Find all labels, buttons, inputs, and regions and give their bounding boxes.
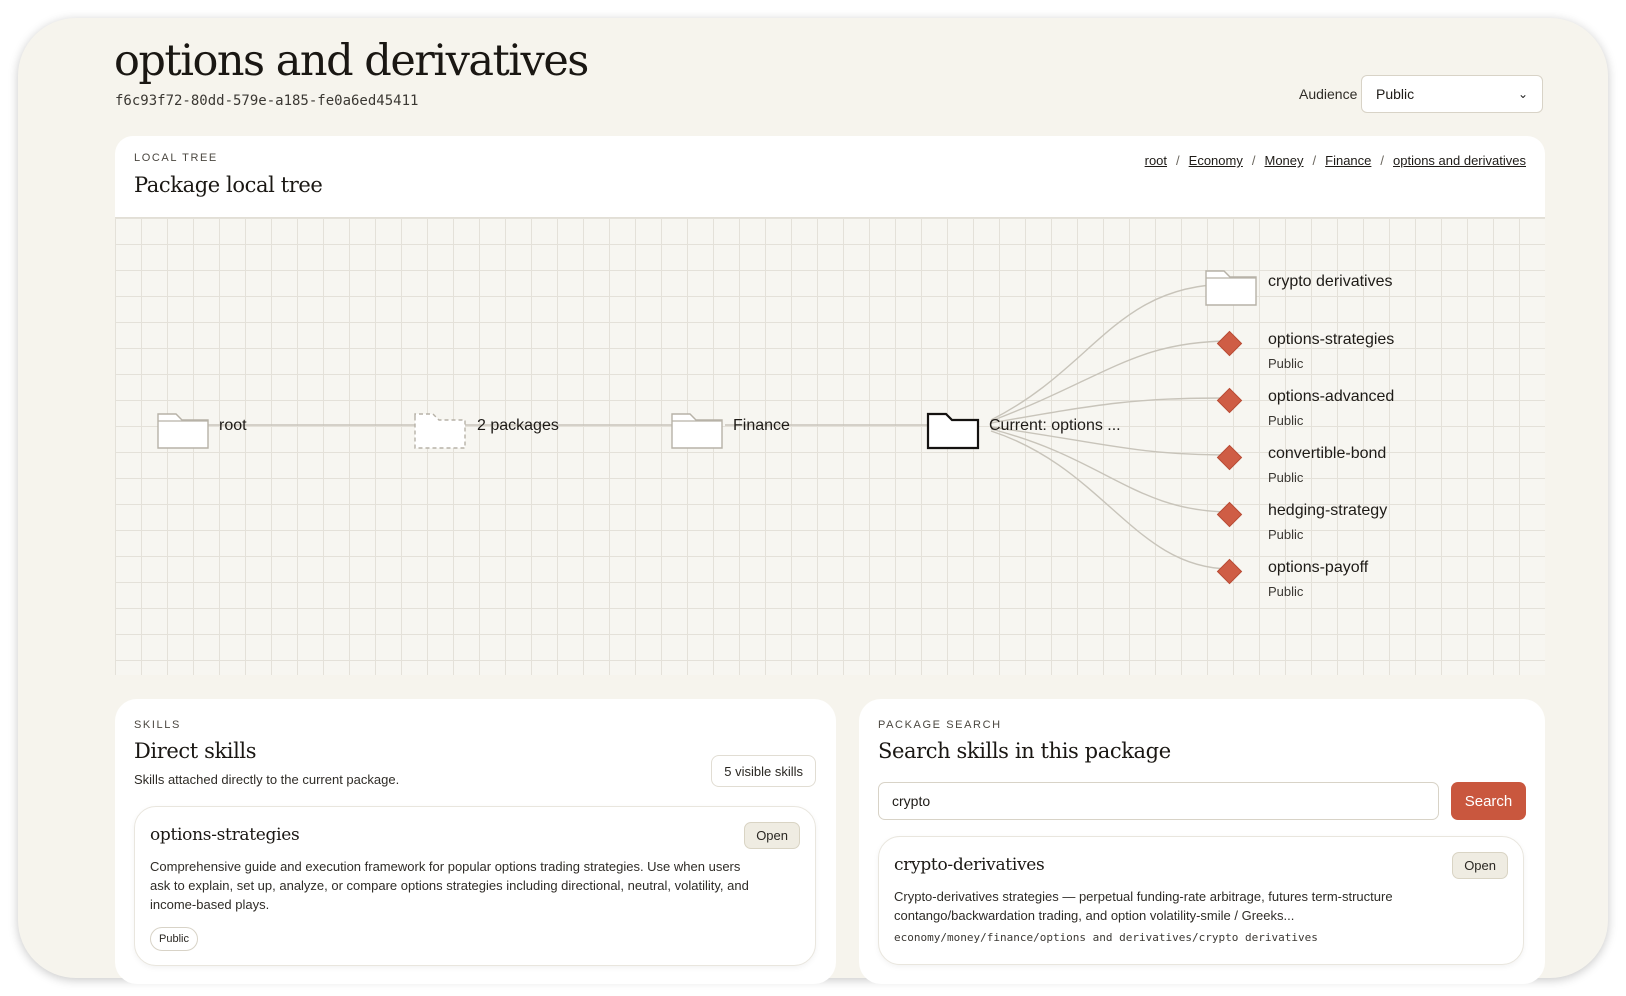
- skill-node-label: options-advanced: [1268, 388, 1395, 405]
- skill-open-button[interactable]: Open: [744, 822, 800, 849]
- breadcrumb-separator: /: [1176, 153, 1180, 168]
- skill-node-options-payoff[interactable]: [1217, 559, 1368, 599]
- skill-node-hedging-strategy[interactable]: [1217, 502, 1387, 542]
- package-search-card: [859, 699, 1545, 984]
- folder-icon: [158, 414, 208, 448]
- edge-current-crypto: [991, 284, 1231, 420]
- diamond-icon: [1217, 559, 1241, 583]
- edge-current-options-payoff: [991, 431, 1231, 569]
- diamond-icon: [1217, 388, 1241, 412]
- path-node-label: root: [219, 417, 247, 434]
- tree-canvas[interactable]: [115, 217, 1545, 675]
- visible-skills-count: 5 visible skills: [711, 755, 816, 787]
- result-path: economy/money/finance/options and derivatives/crypto derivatives: [894, 931, 1318, 944]
- search-title: Search skills in this package: [878, 739, 1171, 763]
- skill-node-label: hedging-strategy: [1268, 502, 1388, 519]
- skill-card: [134, 806, 816, 966]
- tree-graph: [115, 218, 1545, 675]
- skill-node-options-advanced[interactable]: [1217, 388, 1394, 428]
- chevron-down-icon: ⌄: [1517, 87, 1528, 101]
- breadcrumb-separator: /: [1312, 153, 1317, 168]
- skill-card-description: Comprehensive guide and execution framework for popular options trading strategies. Use when users ask to explain, set up, analyze, or compare options strategies including directional, neutral, volatility, and income-based plays.: [150, 859, 749, 912]
- folder-icon: [928, 414, 978, 448]
- edge-current-options-strategies: [991, 341, 1231, 421]
- path-node-label: 2 packages: [477, 417, 559, 434]
- skill-node-options-strategies[interactable]: [1217, 331, 1394, 371]
- breadcrumb-finance[interactable]: Finance: [1325, 153, 1372, 168]
- breadcrumb-money[interactable]: Money: [1264, 153, 1304, 168]
- skill-node-label: options-payoff: [1268, 559, 1369, 576]
- path-node-root[interactable]: [158, 414, 247, 448]
- local-tree-card: [115, 136, 1545, 674]
- search-button[interactable]: Search: [1451, 782, 1526, 820]
- skill-node-audience: Public: [1268, 356, 1304, 371]
- breadcrumb-separator: /: [1380, 153, 1385, 168]
- package-id: f6c93f72-80dd-579e-a185-fe0a6ed45411: [115, 93, 419, 109]
- folder-icon: [672, 414, 722, 448]
- skills-eyebrow: SKILLS: [134, 719, 181, 731]
- page-title: options and derivatives: [114, 36, 588, 86]
- breadcrumb-separator: /: [1251, 153, 1256, 168]
- audience-label: Audience: [1299, 86, 1358, 102]
- skill-node-label: convertible-bond: [1268, 445, 1387, 462]
- folder-icon: [1206, 271, 1256, 305]
- path-node-label: Finance: [733, 417, 790, 434]
- tree-eyebrow: LOCAL TREE: [134, 152, 218, 164]
- app-window: [18, 18, 1608, 978]
- skill-node-audience: Public: [1268, 470, 1304, 485]
- diamond-icon: [1217, 445, 1241, 469]
- search-result-card: [878, 836, 1524, 965]
- audience-select[interactable]: [1361, 75, 1543, 113]
- result-open-button[interactable]: Open: [1452, 852, 1508, 879]
- diamond-icon: [1217, 502, 1241, 526]
- skill-node-audience: Public: [1268, 527, 1304, 542]
- diamond-icon: [1217, 331, 1241, 355]
- breadcrumb-root[interactable]: root: [1144, 153, 1168, 168]
- direct-skills-card: [115, 699, 836, 984]
- path-node-label: Current: options ...: [989, 417, 1121, 434]
- search-input[interactable]: [878, 782, 1439, 820]
- skills-title: Direct skills: [134, 739, 257, 763]
- tree-title: Package local tree: [134, 173, 323, 197]
- result-description: Crypto-derivatives strategies — perpetual funding-rate arbitrage, futures term-structure contango/backwardation trading, and option volatility-smile / Greeks...: [894, 889, 1393, 923]
- path-node-finance[interactable]: [672, 414, 790, 448]
- breadcrumb-economy[interactable]: Economy: [1188, 153, 1243, 168]
- result-title: crypto-derivatives: [894, 855, 1045, 875]
- audience-badge: Public: [150, 927, 198, 951]
- folder-icon: [415, 414, 465, 448]
- audience-select-value: Public: [1376, 86, 1415, 102]
- skills-subtitle: Skills attached directly to the current package.: [134, 772, 400, 787]
- breadcrumb: [1145, 153, 1526, 168]
- child-package-label: crypto derivatives: [1268, 273, 1393, 290]
- skill-card-title: options-strategies: [150, 825, 300, 845]
- path-node-packages[interactable]: [415, 414, 559, 448]
- skill-node-label: options-strategies: [1268, 331, 1395, 348]
- skill-node-convertible-bond[interactable]: [1217, 445, 1386, 485]
- skill-node-audience: Public: [1268, 413, 1304, 428]
- breadcrumb-current[interactable]: options and derivatives: [1393, 153, 1526, 168]
- edge-current-hedging-strategy: [991, 429, 1231, 512]
- skill-node-audience: Public: [1268, 584, 1304, 599]
- child-package-crypto[interactable]: [1206, 271, 1393, 305]
- search-eyebrow: PACKAGE SEARCH: [878, 719, 1002, 731]
